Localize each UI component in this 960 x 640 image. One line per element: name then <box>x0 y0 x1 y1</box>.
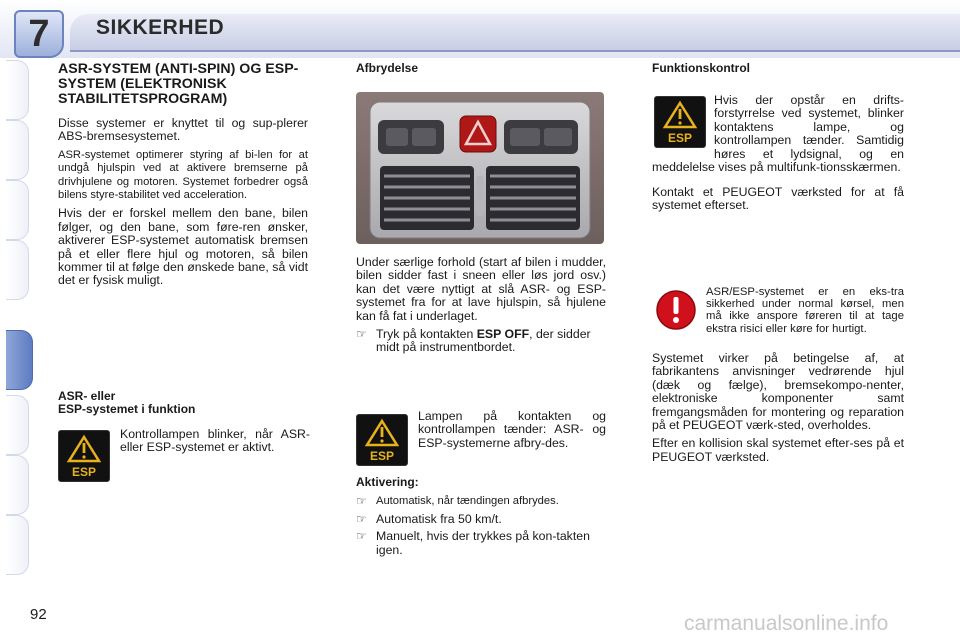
right-title-block <box>652 62 904 75</box>
section-title: Funktionskontrol <box>652 61 750 75</box>
section-title: ASR-SYSTEM (ANTI-SPIN) OG ESP-SYSTEM (ELEKTRONISK STABILITETSPROGRAM) <box>58 61 299 107</box>
subsection-heading-line1: ASR- eller <box>58 389 116 403</box>
hand-pointer-icon: ☞ <box>356 529 367 544</box>
activation-block <box>356 476 606 561</box>
esp-icon-label: ESP <box>71 465 97 479</box>
middle-title-block <box>356 62 606 75</box>
hand-pointer-icon: ☞ <box>356 494 367 509</box>
side-tab[interactable] <box>6 120 29 180</box>
instruction-suffix: , der sidder midt på instrumentbordet. <box>376 327 591 355</box>
activation-item <box>356 530 606 557</box>
paragraph: Kontakt et PEUGEOT værksted for at få systemet efterset. <box>652 185 904 213</box>
esp-warning-light-icon <box>356 414 408 466</box>
float-spacer <box>652 94 714 160</box>
warning-text: ASR/ESP-systemet er en eks-tra sikkerhed under normal kørsel, men må ikke anspore føreren til at tage ekstra risici eller køre for hurtigt. <box>706 286 904 335</box>
activation-item-text: Automatisk fra 50 km/t. <box>376 511 502 526</box>
left-column <box>58 62 308 293</box>
paragraph: Efter en kollision skal systemet efter-ses på et PEUGEOT værksted. <box>652 436 904 464</box>
fault-text-block <box>652 94 904 174</box>
side-tab[interactable] <box>6 455 29 515</box>
float-spacer <box>652 286 706 348</box>
indicator-text: Kontrollampen blinker, når ASR- eller ESP-systemet er aktivt. <box>120 427 310 455</box>
hand-pointer-icon: ☞ <box>356 511 367 526</box>
page-header <box>0 0 960 58</box>
esp-icon-label: ESP <box>369 449 395 463</box>
right-body-2 <box>652 352 904 469</box>
paragraph: Systemet virker på betingelse af, at fabrikantens anvisninger vedrørende hjul (dæk og fælge), bremsekompo-nenter, elektroniske komponenter samt fremgangsmåden for montering og reparation på et PEUGEOT værk-sted, overholdes. <box>652 351 904 433</box>
activation-item <box>356 513 606 526</box>
activation-title: Aktivering: <box>356 475 419 489</box>
paragraph: Under særlige forhold (start af bilen i mudder, bilen sidder fast i sneen eller løs jord osv.) kan det være nyttigt at slå ASR- og ESP-systemet fra for at lave hjulspin, så hjulene kan få fat i underlaget. <box>356 255 606 323</box>
instruction-prefix: Tryk på kontakten <box>376 327 474 342</box>
activation-item-text: Manuelt, hvis der trykkes på kon-takten igen. <box>376 529 590 557</box>
paragraph: Disse systemer er knyttet til og sup-plerer ABS-bremsesystemet. <box>58 116 308 144</box>
paragraph: Hvis der er forskel mellem den bane, bilen følger, og den bane, som føre-ren ønsker, aktiverer ESP-systemet automatisk bremsen på et eller flere hjul og motoren, så bilen kommer til at følge den ønskede bane, så vidt det er fysisk muligt. <box>58 206 308 288</box>
esp-off-label: ESP OFF <box>476 327 530 342</box>
watermark: carmanualsonline.info <box>684 612 889 635</box>
chapter-number: 7 <box>28 13 50 55</box>
chapter-title: SIKKERHED <box>96 16 225 39</box>
activation-item <box>356 495 606 508</box>
side-tab[interactable] <box>6 240 29 300</box>
left-subsection <box>58 390 308 417</box>
side-tab[interactable] <box>6 395 29 455</box>
page-number: 92 <box>30 606 47 623</box>
section-title: Afbrydelse <box>356 61 419 75</box>
right-body-1 <box>652 186 904 218</box>
fault-text: Hvis der opstår en drifts-forstyrrelse ved systemet, blinker kontaktens lampe, og kontrollampen tænder. Samtidig høres et lydsignal, og en meddelelse vises på multifunk-tionsskærmen. <box>652 93 904 175</box>
hand-pointer-icon: ☞ <box>356 327 367 342</box>
side-tab[interactable] <box>6 515 29 575</box>
side-chapter-tabs <box>0 60 34 580</box>
activation-item-text: Automatisk, når tændingen afbrydes. <box>376 495 559 508</box>
side-tab[interactable] <box>6 60 29 120</box>
subsection-heading-line2: ESP-systemet i funktion <box>58 402 196 417</box>
esp-warning-light-icon <box>58 430 110 482</box>
middle-body <box>356 256 606 359</box>
lamp-text: Lampen på kontakten og kontrollampen tænder: ASR- og ESP-systemerne afbry-des. <box>418 409 606 450</box>
side-tab[interactable] <box>6 180 29 240</box>
esp-off-switch-photo <box>356 92 604 244</box>
paragraph: ASR-systemet optimerer styring af bi-len for at undgå hjulspin ved at aktivere bremserne på drivhjulene og motoren. Systemet forbedrer også bilens styre-stabilitet ved acceleration. <box>58 148 308 202</box>
esp-icon-label: ESP <box>667 131 693 145</box>
warning-text-block <box>652 286 904 348</box>
instruction-item <box>356 328 606 355</box>
side-tab-active[interactable] <box>6 330 33 390</box>
